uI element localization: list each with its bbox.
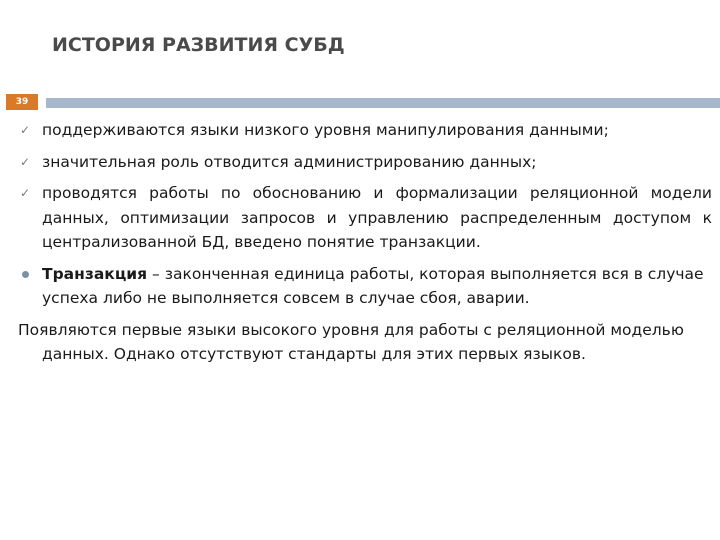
definition-text: – законченная единица работы, которая выполняется вся в случае успеха либо не выполняется совсем в случае сбоя, аварии. — [42, 264, 704, 307]
definition-term: Транзакция — [42, 264, 148, 283]
list-item-text: значительная роль отводится администрированию данных; — [42, 152, 537, 171]
check-icon: ✓ — [20, 186, 31, 200]
slide-content — [16, 118, 712, 367]
slide-number: 39 — [6, 94, 38, 110]
summary-paragraph: Появляются первые языки высокого уровня для работы с реляционной моделью данных. Однако отсутствуют стандарты для этих первых языков. — [18, 320, 684, 363]
definition-item — [16, 262, 712, 311]
check-icon: ✓ — [20, 123, 31, 137]
page-title: ИСТОРИЯ РАЗВИТИЯ СУБД — [52, 34, 345, 56]
list-item — [16, 118, 712, 143]
list-item-text: проводятся работы по обоснованию и формализации реляционной модели данных, оптимизации запросов и управлению распределенным доступом к централизованной БД, введено понятие транзакции. — [42, 184, 712, 251]
bullet-dot-icon — [22, 271, 29, 278]
list-item-text: поддерживаются языки низкого уровня манипулирования данными; — [42, 121, 609, 139]
check-icon: ✓ — [20, 154, 31, 169]
list-item — [16, 181, 712, 255]
header-bar — [46, 98, 720, 108]
list-item — [16, 150, 712, 175]
